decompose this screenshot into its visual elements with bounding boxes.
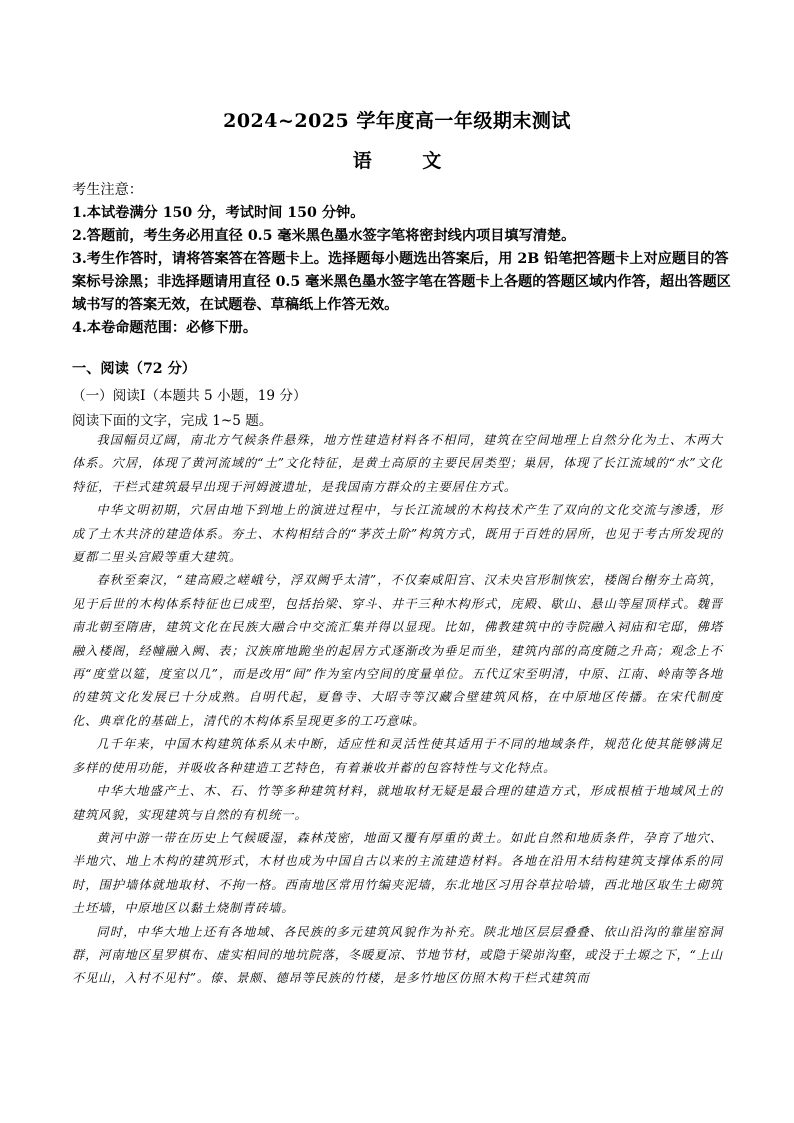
- passage-paragraph: 我国幅员辽阔，南北方气候条件悬殊，地方性建造材料各不相同，建筑在空间地理上自然分化为土、木两大体系。穴居，体现了黄河流域的“土”文化特征，是黄土高原的主要民居类型；巢居，体现了长江流域的“水”文化特征，干栏式建筑最早出现于河姆渡遗址，是我国南方群众的主要居住方式。: [72, 433, 723, 494]
- notice-heading: 考生注意：: [72, 182, 143, 198]
- passage-paragraph: 黄河中游一带在历史上气候暖湿，森林茂密，地面又覆有厚重的黄土。如此自然和地质条件，孕育了地穴、半地穴、地上木构的建筑形式，木材也成为中国自古以来的主流建造材料。各地在沿用木结构建筑支撑体系的同时，围护墙体就地取材、不拘一格。西南地区常用竹编夹泥墙，东北地区习用谷草拉哈墙，西北地区取生土砌筑土坯墙，中原地区以黏土烧制青砖墙。: [72, 830, 723, 916]
- passage-paragraph: 几千年来，中国木构建筑体系从未中断，适应性和灵活性使其适用于不同的地域条件，规范化使其能够满足多样的使用功能，并吸收各种建造工艺特色，有着兼收并蓄的包容特性与文化特点。: [72, 737, 723, 775]
- passage-paragraph: 春秋至秦汉，“建高殿之嵯峨兮，浮双阙乎太清”，不仅秦咸阳宫、汉未央宫形制恢宏，楼阁台榭夯土高筑，见于后世的木构体系特征也已成型，包括抬梁、穿斗、井干三种木构形式，庑殿、歇山、悬山等屋顶样式。魏晋南北朝至隋唐，建筑文化在民族大融合中交流汇集并得以显现。比如，佛教建筑中的寺院融入祠庙和宅邸，佛塔融入楼阁，经幢融入阙、表；汉族席地跪坐的起居方式逐渐改为垂足而坐，建筑内部的高度随之升高；观念上不再“度堂以筵，度室以几”，而是改用“间”作为室内空间的度量单位。五代辽宋至明清，中原、江南、岭南等各地的建筑文化发展已十分成熟。自明代起，夏鲁寺、大昭寺等汉藏合壁建筑风格，在中原地区传播。在宋代制度化、典章化的基础上，清代的木构体系呈现更多的工巧意味。: [72, 573, 723, 728]
- reading-instruction: 阅读下面的文字，完成 1~5 题。: [72, 413, 273, 429]
- exam-notice: [72, 179, 732, 340]
- section-heading: 一、阅读（72 分）: [72, 361, 196, 377]
- notice-item: 2.答题前，考生务必用直径 0.5 毫米黑色墨水签字笔将密封线内项目填写清楚。: [72, 228, 576, 244]
- passage-paragraph: 中华文明初期，穴居由地下到地上的演进过程中，与长江流域的木构技术产生了双向的文化交流与渗透，形成了土木共济的建造体系。夯土、木构相结合的“茅茨土阶”构筑方式，既用于百姓的居所，也见于考古所发现的夏都二里头宫殿等重大建筑。: [72, 503, 723, 565]
- reading-passage: [72, 429, 723, 991]
- exam-title: 2024~2025 学年度高一年级期末测试: [223, 110, 571, 132]
- notice-item: 4.本卷命题范围：必修下册。: [72, 320, 258, 336]
- subject-title: 语 文: [352, 150, 464, 172]
- passage-paragraph: 中华大地盛产土、木、石、竹等多种建筑材料，就地取材无疑是最合理的建造方式，形成根植于地域风土的建筑风貌，实现建筑与自然的有机统一。: [72, 784, 723, 822]
- notice-item: 3.考生作答时，请将答案答在答题卡上。选择题每小题选出答案后，用 2B 铅笔把答题卡上对应题目的答案标号涂黑；非选择题请用直径 0.5 毫米黑色墨水签字笔在答题卡上各题的答题区域内作答，超出答题区域书写的答案无效，在试题卷、草稿纸上作答无效。: [72, 251, 731, 313]
- passage-paragraph: 同时，中华大地上还有各地域、各民族的多元建筑风貌作为补充。陕北地区层层叠叠、依山沿沟的靠崖窑洞群，河南地区星罗棋布、虚实相间的地坑院落，冬暖夏凉、节地节材，或隐于梁峁沟壑，或没于土塬之下，“上山不见山，入村不见村”。傣、景颇、德昂等民族的竹楼，是多竹地区仿照木构干栏式建筑而: [72, 924, 723, 986]
- notice-item: 1.本试卷满分 150 分，考试时间 150 分钟。: [72, 205, 365, 221]
- subsection-heading: （一）阅读Ⅰ（本题共 5 小题，19 分）: [72, 388, 307, 404]
